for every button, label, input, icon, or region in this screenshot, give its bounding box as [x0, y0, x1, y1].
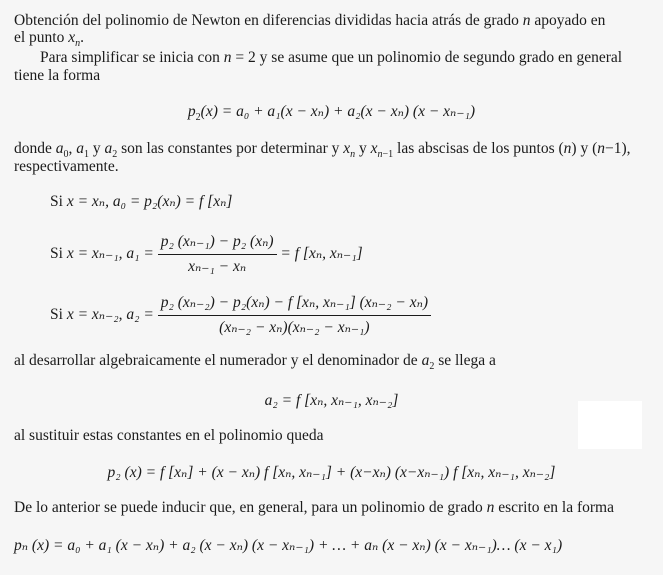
intro-text: .	[80, 29, 85, 46]
si-label: Si	[50, 245, 67, 263]
para1-line-1	[40, 49, 622, 67]
fraction-numerator: p₂ (xₙ₋₂) − p₂(xₙ) − f [xₙ, xₙ₋₁] (xₙ₋₂ − xₙ)	[158, 293, 431, 316]
eq-cond: x = xₙ₋₂, a₂ =	[66, 306, 154, 324]
text: donde	[14, 140, 56, 157]
eq-cond: x = xₙ₋₁, a₁ =	[66, 245, 154, 263]
intro-line-2	[14, 29, 84, 47]
text: al desarrollar algebraicamente el numerador y el denominador de	[14, 352, 422, 369]
eq-body: a₂ = f [xₙ, xₙ₋₁, xₙ₋₂]	[264, 392, 399, 409]
subscript-n: n	[75, 38, 81, 49]
var-n: n	[522, 12, 531, 29]
inducir-line	[14, 499, 614, 517]
text: De lo anterior se puede inducir que, en general, para un polinomio de grado	[14, 499, 487, 516]
text: escrito en la forma	[494, 499, 614, 516]
var-n: n	[486, 499, 495, 516]
blank-box	[578, 401, 642, 449]
fraction-denominator: xₙ₋₁ − xₙ	[188, 258, 247, 275]
eq-lhs: p	[187, 103, 196, 120]
intro-line-1	[14, 12, 605, 30]
eq-body: pₙ (x) = a₀ + a₁ (x − xₙ) + a₂ (x − xₙ) (x − xₙ₋₁) + … + aₙ (x − xₙ) (x − xₙ₋₁)… (x − x₁)	[14, 537, 563, 554]
intro-text: apoyado en	[530, 12, 606, 29]
condition-a1	[50, 232, 363, 277]
equation-a2	[0, 392, 663, 410]
sustituir-line: al sustituir estas constantes en el polinomio queda	[14, 427, 324, 444]
para-text: Para simplificar se inicia con	[40, 49, 224, 66]
text: se llega a	[434, 352, 496, 369]
text: ) y (	[571, 140, 598, 157]
var-n: n	[223, 49, 232, 66]
fraction-a1	[158, 232, 277, 277]
fraction-a2	[158, 293, 431, 338]
var-x: x	[68, 29, 76, 46]
eq-body: p₂ (x) = f [xₙ] + (x − xₙ) f [xₙ, xₙ₋₁] + (x−xₙ) (x−xₙ₋₁) f [xₙ, xₙ₋₁, xₙ₋₂]	[107, 464, 556, 481]
text: y	[355, 140, 371, 157]
donde-line-2: respectivamente.	[14, 158, 119, 175]
fraction-denominator: (xₙ₋₂ − xₙ)(xₙ₋₂ − xₙ₋₁)	[219, 319, 370, 336]
text: las abscisas de los puntos (	[393, 140, 564, 157]
donde-line-1: donde $a_0$, $a_1$ y $a_2$ son las constantes por determinar y $x_n$ y $x_{n-1}$ las abscisas de los puntos (n) y (n−1),	[14, 140, 631, 160]
eq-body: (x) = a₀ + a₁(x − xₙ) + a₂(x − xₙ) (x − xₙ₋₁)	[200, 103, 476, 120]
si-label: Si	[50, 193, 67, 210]
equation-p2-final	[0, 464, 663, 482]
eq-lhs-sub: 2	[195, 112, 201, 123]
eq-a0: x = xₙ, a₀ = p₂(xₙ) = f [xₙ]	[66, 193, 233, 210]
condition-a0	[50, 193, 232, 211]
text: −1),	[604, 140, 631, 157]
equation-p2-form	[0, 103, 663, 121]
text: son las constantes por determinar y	[117, 140, 344, 157]
fraction-numerator: p₂ (xₙ₋₁) − p₂ (xₙ)	[158, 232, 277, 255]
eq-rhs: = f [xₙ, xₙ₋₁]	[280, 245, 363, 263]
condition-a2	[50, 293, 431, 338]
desarrollar-line: al desarrollar algebraicamente el numerador y el denominador de $a_2$ se llega a	[14, 352, 496, 372]
equation-pn	[14, 537, 562, 555]
si-label: Si	[50, 306, 67, 324]
intro-text: Obtención del polinomio de Newton en diferencias divididas hacia atrás de grado	[14, 12, 523, 29]
para-text: = 2 y se asume que un polinomio de segundo grado en general	[231, 49, 623, 66]
text: y	[89, 140, 105, 157]
para1-line-2: tiene la forma	[14, 67, 101, 84]
intro-text: el punto	[14, 29, 69, 46]
